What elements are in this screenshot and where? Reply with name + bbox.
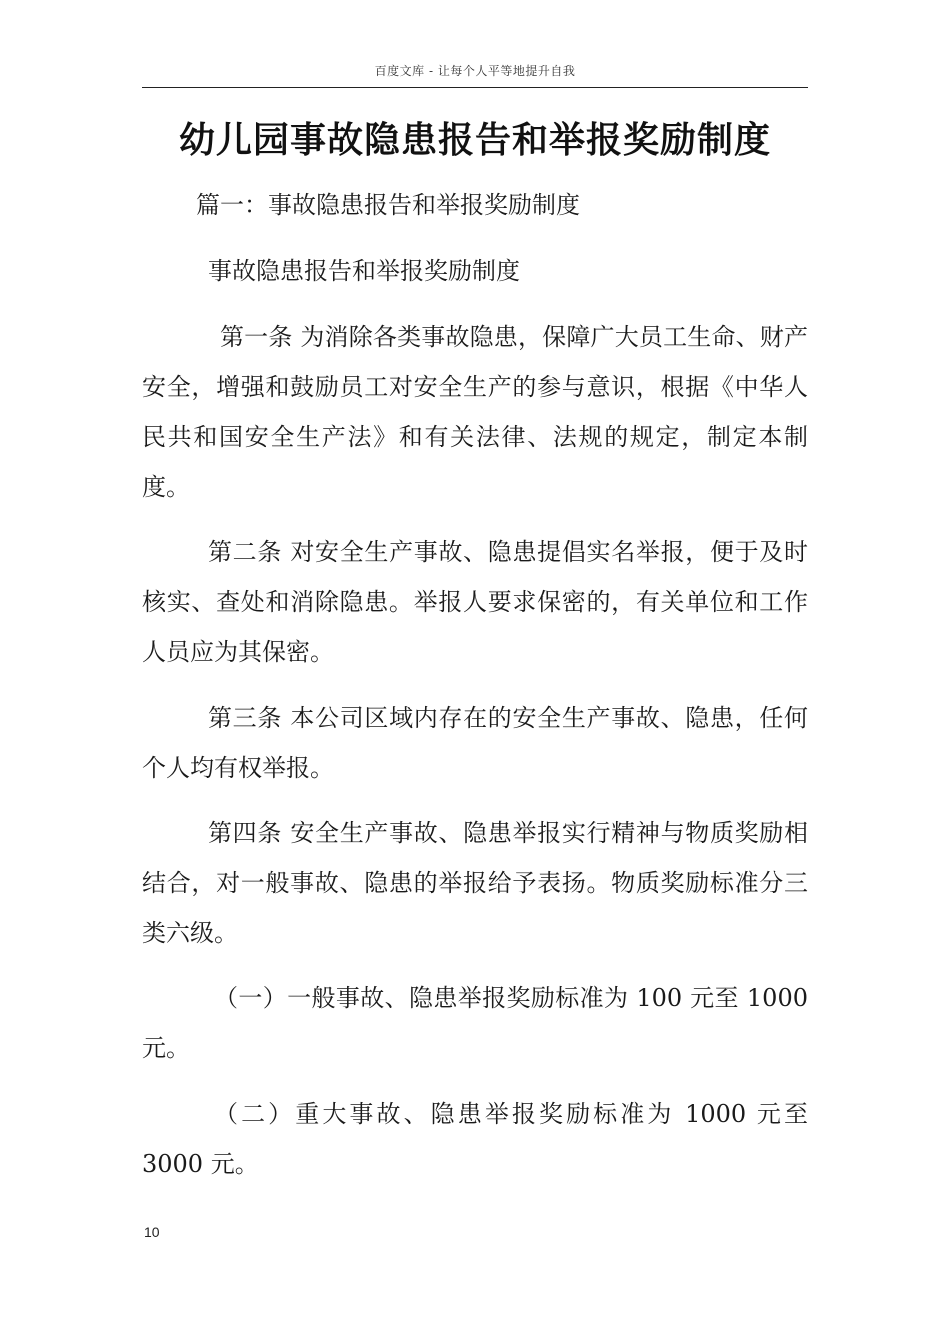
header-divider: [142, 87, 808, 88]
paragraph-article-2: 第二条 对安全生产事故、隐患提倡实名举报，便于及时核实、查处和消除隐患。举报人要求保密的，有关单位和工作人员应为其保密。: [142, 538, 808, 666]
paragraph-article-4: 第四条 安全生产事故、隐患举报实行精神与物质奖励相结合，对一般事故、隐患的举报给予表扬。物质奖励标准分三类六级。: [142, 819, 808, 947]
page-number: 10: [144, 1224, 160, 1240]
section-heading: 事故隐患报告和举报奖励制度: [208, 257, 520, 285]
document-subtitle: 篇一：事故隐患报告和举报奖励制度: [196, 191, 580, 219]
paragraph-reward-level-1: （一）一般事故、隐患举报奖励标准为 100 元至 1000 元。: [142, 984, 808, 1062]
paragraph-article-3: 第三条 本公司区域内存在的安全生产事故、隐患，任何个人均有权举报。: [142, 704, 808, 782]
document-title: 幼儿园事故隐患报告和举报奖励制度: [178, 119, 771, 161]
paragraph-reward-level-2: （二）重大事故、隐患举报奖励标准为 1000 元至 3000 元。: [142, 1100, 808, 1178]
paragraph-article-1: 第一条 为消除各类事故隐患，保障广大员工生命、财产安全，增强和鼓励员工对安全生产的参与意识，根据《中华人民共和国安全生产法》和有关法律、法规的规定，制定本制度。: [142, 323, 808, 501]
page-header: 百度文库 - 让每个人平等地提升自我: [374, 64, 576, 78]
